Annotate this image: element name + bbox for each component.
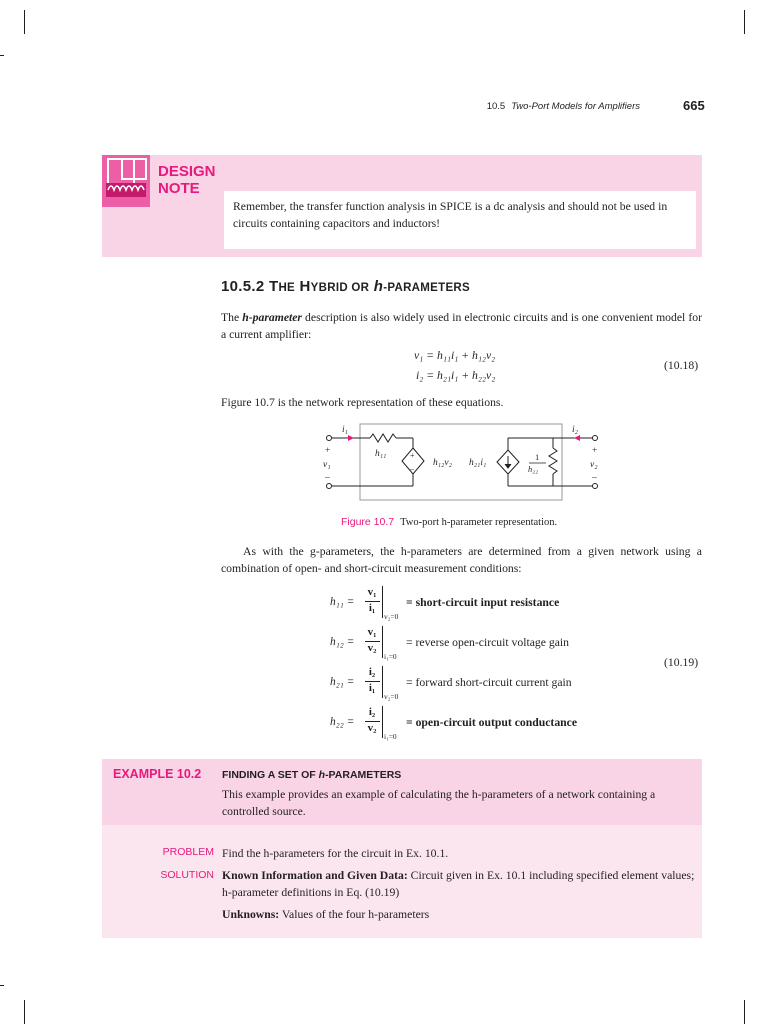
para-text: The [221, 311, 243, 324]
label-h21i1: h₂₁i₁ [469, 458, 487, 468]
hparam-description: = short-circuit input resistance [406, 596, 560, 609]
condition-subscript: v₂=0 [384, 692, 399, 701]
label-i1: i₁ [342, 425, 348, 435]
header-section-title: Two-Port Models for Amplifiers [511, 101, 640, 112]
paragraph-intro [221, 309, 702, 343]
fraction-denominator: v₂ [367, 642, 377, 654]
equation-number-10-19: (10.19) [664, 656, 699, 669]
hparam-lhs: h₂₁ = [330, 676, 355, 688]
example-label: EXAMPLE 10.2 [113, 767, 202, 781]
equation-number-10-18: (10.18) [664, 359, 699, 372]
hparam-lhs: h₁₁ = [330, 596, 355, 608]
unknowns-body: Values of the four h-parameters [279, 908, 430, 921]
label-source-plus: + [410, 451, 415, 460]
unknowns-bold: Unknowns: [222, 908, 280, 921]
hparam-description: = forward short-circuit current gain [406, 676, 572, 689]
label-minus-right: – [592, 473, 597, 483]
bold-term: h-parameter [242, 311, 302, 324]
paragraph-measurement: As with the g-parameters, the h-parameters are determined from a given network using a combination of open- and short-circuit measurement conditions: [221, 545, 702, 575]
crop-mark [0, 985, 4, 986]
example-title-part: h [318, 769, 326, 781]
paragraph-figure-ref: Figure 10.7 is the network representation of these equations. [221, 396, 504, 409]
label-h11: h₁₁ [375, 449, 387, 459]
crop-mark [744, 1000, 745, 1024]
hparam-lhs: h₁₂ = [330, 636, 355, 648]
heading-part: h [373, 278, 384, 295]
fraction-denominator: i₁ [368, 602, 376, 614]
hparam-lhs: h₂₂ = [330, 716, 355, 728]
solution-label: SOLUTION [160, 869, 214, 881]
heading-part: T [268, 278, 279, 295]
example-title-part: FINDING A SET OF [222, 769, 319, 781]
solution-body: Circuit given in Ex. 10.1 including specified element values; h-parameter definitions in Eq. (10.19) [222, 869, 695, 899]
condition-subscript: v₂=0 [384, 612, 399, 621]
condition-subscript: i₁=0 [384, 652, 397, 661]
equation-line-2: i₂ = h₂₁i₁ + h₂₂v₂ [416, 369, 496, 382]
solution-bold: Known Information and Given Data: [222, 869, 408, 882]
label-plus-left: + [325, 446, 331, 456]
example-intro: This example provides an example of calculating the h-parameters of a network containing a controlled source. [222, 788, 656, 818]
two-port-circuit-diagram [318, 420, 608, 502]
fraction-numerator: v₁ [367, 626, 377, 638]
heading-part: HE [278, 282, 296, 294]
page-number: 665 [683, 98, 705, 113]
problem-label: PROBLEM [162, 846, 214, 858]
crop-mark [24, 10, 25, 34]
unknowns-text [222, 906, 429, 923]
label-h12v2: h₁₂v₂ [433, 458, 452, 468]
crop-mark [24, 1000, 25, 1024]
label-source-minus: – [410, 464, 414, 473]
equation-line-1: v₁ = h₁₁i₁ + h₁₂v₂ [414, 349, 496, 362]
label-h22: h₂₂ [528, 464, 539, 474]
hparam-description: = open-circuit output conductance [406, 716, 578, 729]
evaluation-bar [382, 626, 383, 658]
label-i2: i₂ [572, 425, 578, 435]
design-note-title-line2: NOTE [158, 180, 200, 197]
design-note-title [158, 163, 216, 197]
fraction-numerator: v₁ [367, 586, 377, 598]
example-title [222, 769, 401, 781]
example-title-part: -PARAMETERS [325, 769, 402, 781]
evaluation-bar [382, 586, 383, 618]
heading-part: -PARAMETERS [383, 282, 471, 294]
figure-caption-label: Figure 10.7 [341, 516, 395, 528]
heading-part: H [299, 278, 311, 295]
figure-caption [341, 516, 557, 528]
label-v1: v₁ [323, 460, 331, 470]
hparam-description: = reverse open-circuit voltage gain [406, 636, 570, 649]
header-section-number: 10.5 [486, 101, 506, 112]
coil-icon [102, 155, 150, 207]
evaluation-bar [382, 706, 383, 738]
heading-part: YBRID OR [310, 282, 370, 294]
problem-text: Find the h-parameters for the circuit in Ex. 10.1. [222, 847, 449, 860]
crop-mark [0, 55, 4, 56]
label-v2: v₂ [590, 460, 598, 470]
fraction-denominator: i₁ [368, 682, 376, 694]
section-heading [221, 278, 470, 295]
para-text: description is also widely used in electronic circuits and is one convenient model for a current amplifier: [221, 311, 703, 341]
condition-subscript: i₁=0 [384, 732, 397, 741]
crop-mark [744, 10, 745, 34]
fraction-numerator: i₂ [368, 706, 376, 718]
evaluation-bar [382, 666, 383, 698]
section-number: 10.5.2 [221, 278, 265, 295]
label-one: 1 [535, 452, 540, 462]
label-plus-right: + [592, 446, 598, 456]
figure-caption-text: Two-port h-parameter representation. [400, 517, 558, 528]
running-header [487, 101, 640, 112]
fraction-numerator: i₂ [368, 666, 376, 678]
solution-text [222, 867, 696, 901]
fraction-denominator: v₂ [367, 722, 377, 734]
label-minus-left: – [325, 473, 330, 483]
design-note-title-line1: DESIGN [158, 163, 216, 180]
design-note-text: Remember, the transfer function analysis in SPICE is a dc analysis and should not be used in circuits containing capacitors and inductors! [224, 191, 696, 249]
